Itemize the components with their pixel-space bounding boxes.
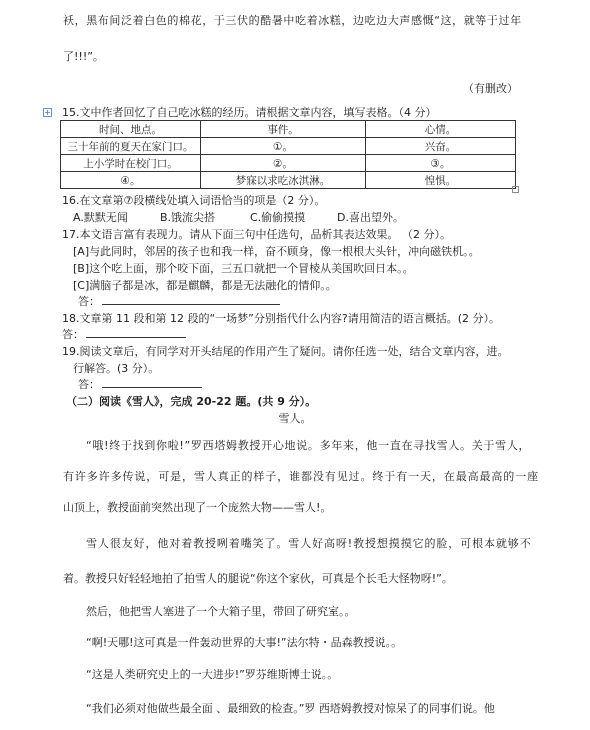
story-text-line: “这是人类研究史上的一大进步!”罗芬维斯博士说。。 xyxy=(86,668,339,681)
story-text-line: 雪人很友好，他对着教授咧着嘴笑了。雪人好高呀!教授想摸摸它的脸，可根本就够不 xyxy=(86,537,532,550)
story-text-line: 了!!!”。 xyxy=(63,50,104,63)
option-d: D.喜出望外。 xyxy=(337,211,404,224)
question-18: 18.文章第 11 段和第 12 段的“一场梦”分别指代什么内容?请用简洁的语言概括。(2 分）。 xyxy=(62,312,500,325)
table-cell[interactable]: ③。 xyxy=(366,155,516,172)
story-text-line: “我们必须对他做些最全面 、最细致的检查。”罗 西塔姆教授对惊呆了的同事们说。他 xyxy=(86,702,495,715)
table-cell[interactable]: ①。 xyxy=(201,138,366,155)
sentence-a: [A]与此同时，邻居的孩子也和我一样，奋不顾身，像一根根大头针，冲向磁铁机。。 xyxy=(73,245,480,258)
question-17: 17.本文语言富有表现力。请从下面三句中任选句，品析其表达效果。 （2 分）。 xyxy=(62,228,451,241)
table-cell[interactable]: 上小学时在校门口。 xyxy=(61,155,201,172)
answer-blank[interactable] xyxy=(86,326,186,338)
table-header-cell: 事件。 xyxy=(201,121,366,138)
table-header-cell: 时间、地点。 xyxy=(61,121,201,138)
table-cell[interactable]: 三十年前的夏天在家门口。 xyxy=(61,138,201,155)
option-a: A.默默无闻 xyxy=(73,211,128,224)
table-cell[interactable]: 惶惧。 xyxy=(366,172,516,189)
source-note: （有删改） xyxy=(463,82,518,95)
answer-line-19 xyxy=(78,376,202,392)
question-19-continued: 行解答。(3 分）。 xyxy=(73,362,160,375)
table-row xyxy=(61,155,516,172)
answer-label: 答： xyxy=(62,328,84,341)
question-19: 19.阅读文章后，有同学对开头结尾的作用产生了疑问。请你任选一处，结合文章内容，进。 xyxy=(62,345,509,358)
story-text-line: 有许多许多传说，可是，雪人真正的样子，谁都没有见过。终于有一天，在最高最高的一座 xyxy=(63,470,539,483)
story-text-line: 山顶上，教授面前突然出现了一个庞然大物——雪人!。 xyxy=(63,501,332,514)
answer-label: 答： xyxy=(78,378,100,391)
question-16: 16.在文章第⑦段横线处填入词语恰当的项是（2 分）。 xyxy=(62,194,326,207)
story-text-line: 袄，黑布间泛着白色的棉花，于三伏的酷暑中吃着冰糕，边吃边大声感慨“这，就等于过年 xyxy=(63,14,522,27)
answer-blank[interactable] xyxy=(102,293,280,305)
question-15: 15.文中作者回忆了自己吃冰糕的经历。请根据文章内容，填写表格。（4 分） xyxy=(62,106,437,119)
story-title: 雪人。 xyxy=(278,412,312,425)
answer-label: 答： xyxy=(78,295,100,308)
answer-blank[interactable] xyxy=(102,376,202,388)
table-header-cell: 心情。 xyxy=(366,121,516,138)
table-row xyxy=(61,138,516,155)
option-c: C.偷偷摸摸 xyxy=(250,211,306,224)
story-text-line: “啊!天哪!这可真是一件轰动世界的大事!”法尔特・品森教授说。。 xyxy=(86,636,403,649)
table-row xyxy=(61,172,516,189)
table-cell[interactable]: ④。 xyxy=(61,172,201,189)
story-text-line: “哦!终于找到你啦!”罗西塔姆教授开心地说。多年来，他一直在寻找雪人。关于雪人， xyxy=(86,439,531,452)
table-cell[interactable]: 梦寐以求吃冰淇淋。 xyxy=(201,172,366,189)
answer-line-18 xyxy=(62,326,186,342)
sentence-b: [B]这个吃上面，那个咬下面，三五口就把一个冒棱从美国吹回日本。。 xyxy=(73,262,414,275)
table-row xyxy=(61,121,516,138)
section-header: （二）阅读《雪人》，完成 20-22 题。(共 9 分）。 xyxy=(66,395,317,408)
answer-table xyxy=(60,120,516,189)
table-cell[interactable]: 兴奋。 xyxy=(366,138,516,155)
table-cell[interactable]: ②。 xyxy=(201,155,366,172)
answer-line-17 xyxy=(78,293,280,309)
option-b: B.饿流尖搭 xyxy=(160,211,216,224)
table-resize-handle[interactable] xyxy=(512,186,519,193)
story-text-line: 然后，他把雪人塞进了一个大箱子里，带回了研究室。。 xyxy=(86,605,356,618)
sentence-c: [C]满脑子都是冰，都是麒麟，都是无法融化的情仰。。 xyxy=(73,279,337,292)
story-text-line: 着。教授只好轻轻地拍了拍雪人的腿说“你这个家伙，可真是个长毛大怪物呀!”。 xyxy=(63,572,453,585)
table-move-handle-icon[interactable]: + xyxy=(44,108,51,117)
